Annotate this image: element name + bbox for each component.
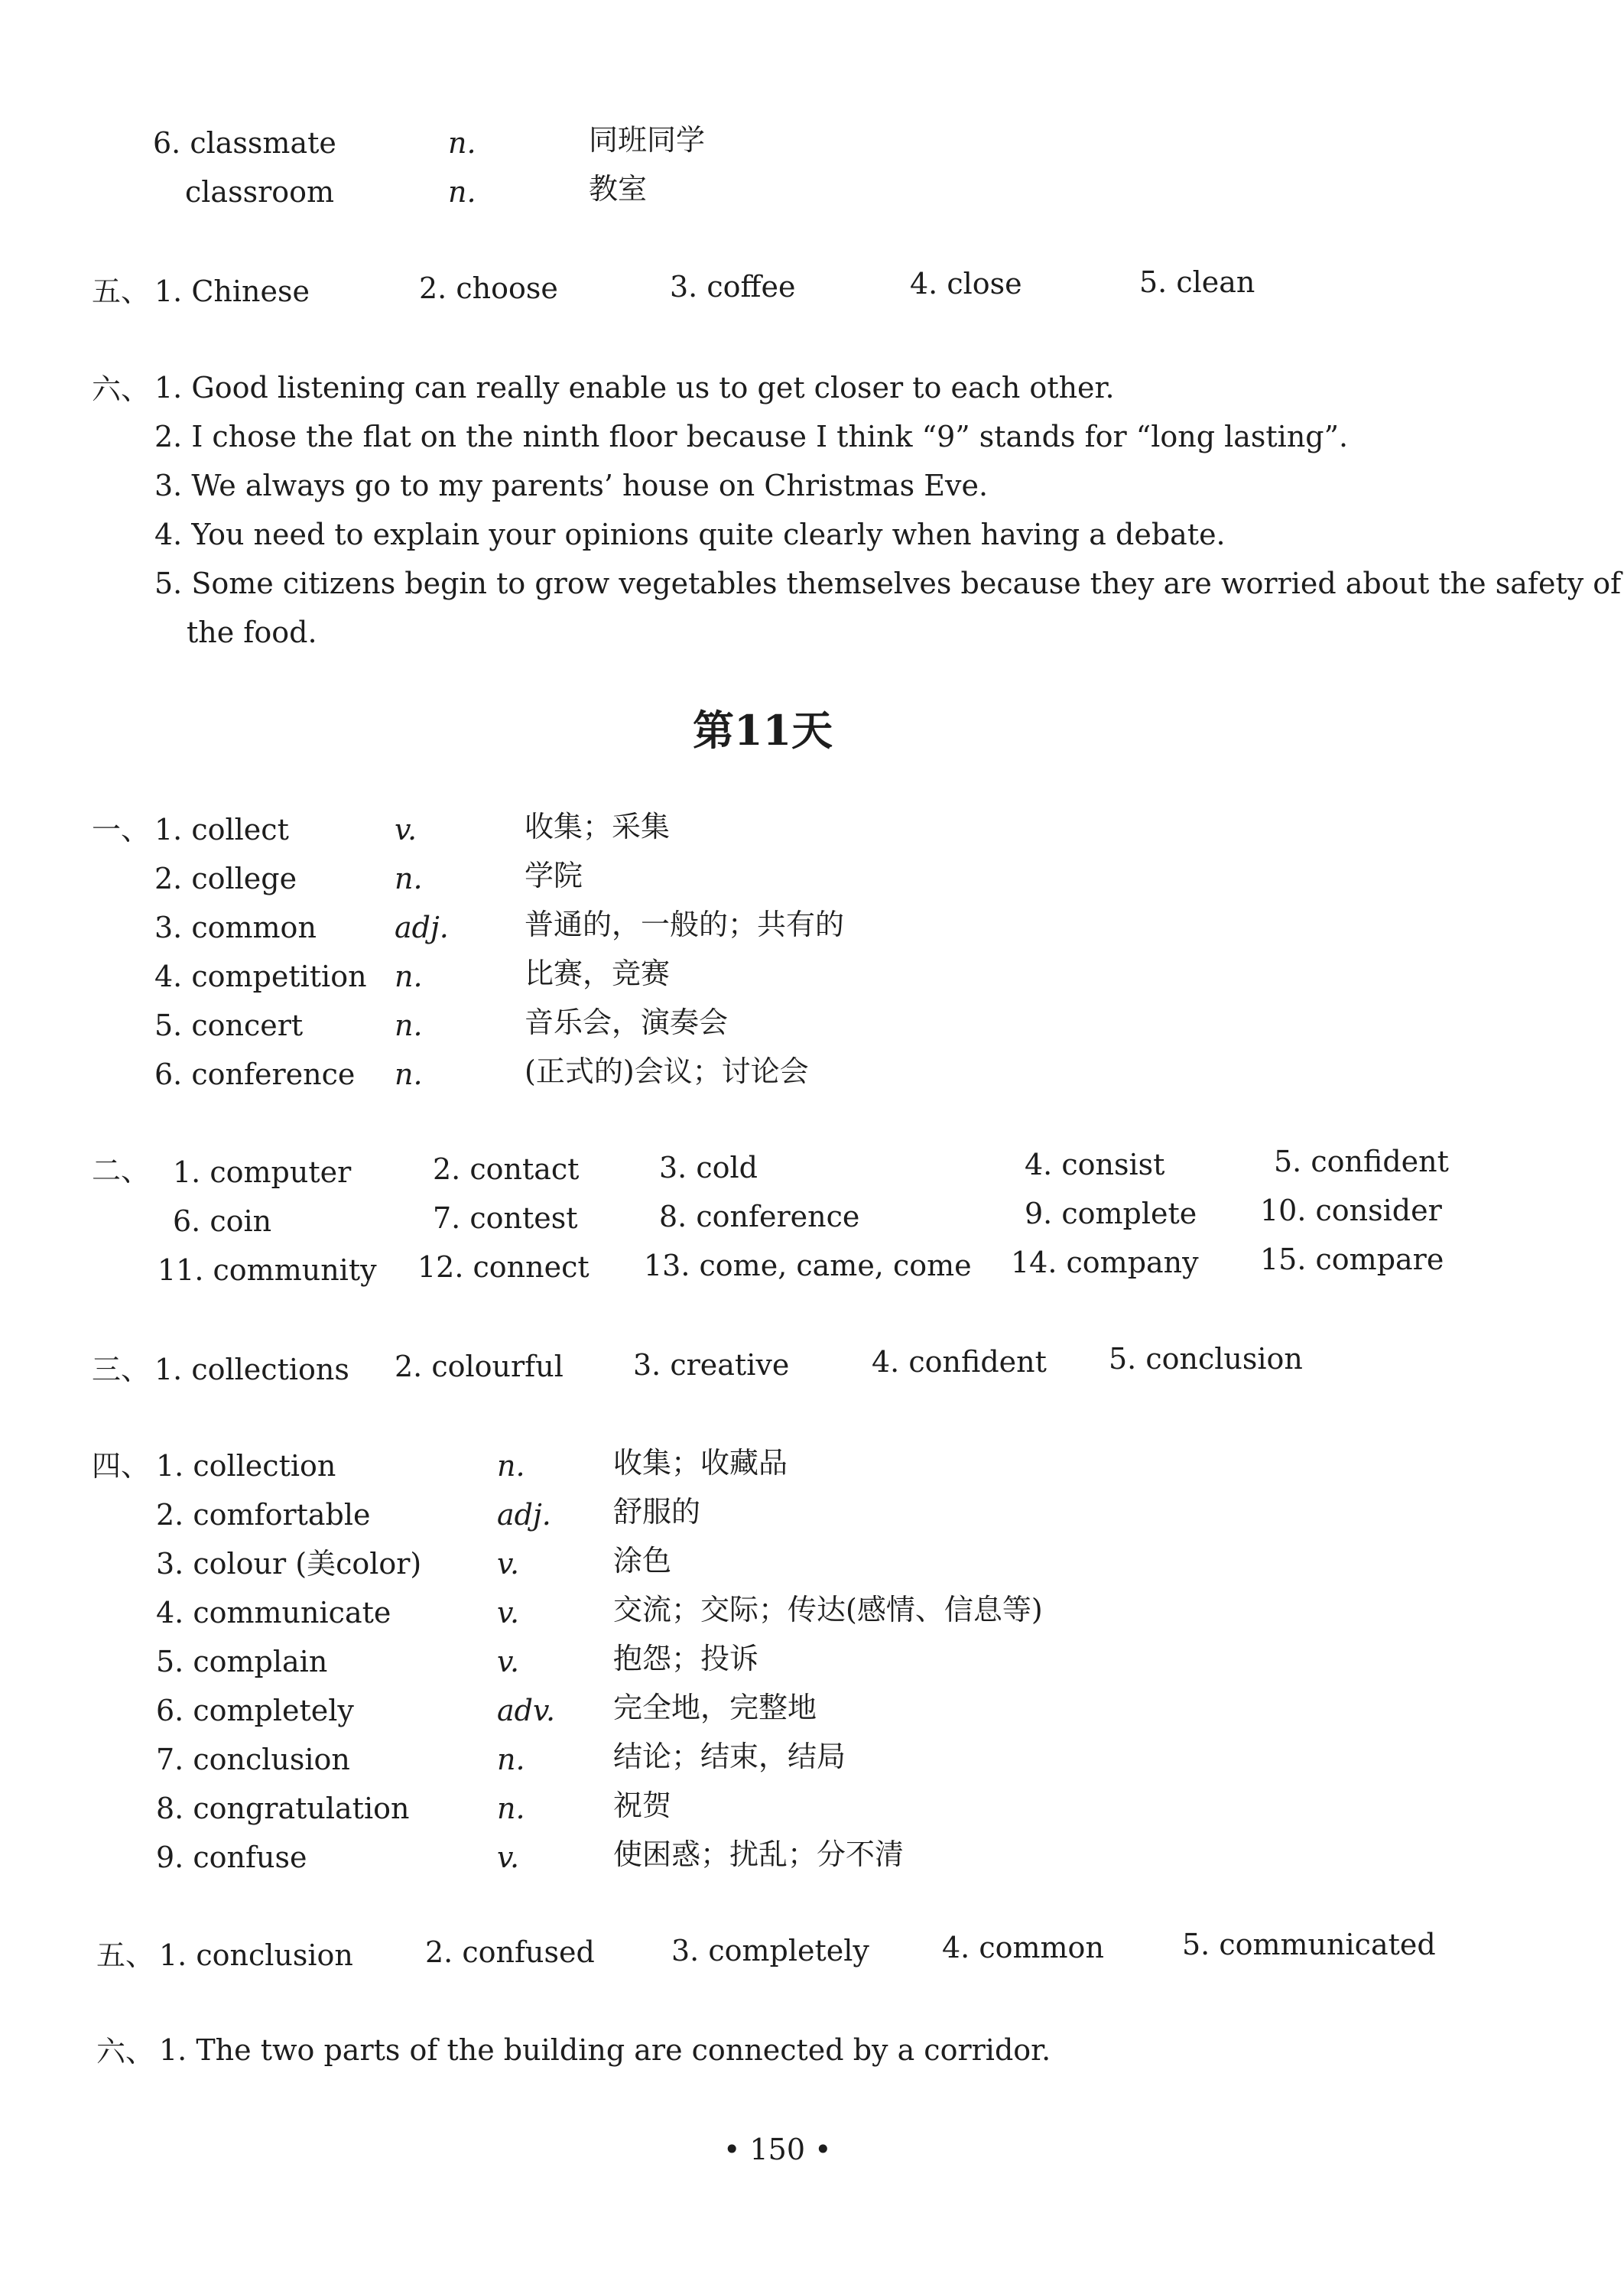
answer-item: 15. compare (1260, 1243, 1444, 1276)
answer-item: 2. colourful (395, 1350, 564, 1383)
section-label-1: 一、 (92, 813, 151, 846)
vocab-word: 3. common (154, 911, 317, 944)
section-label-6: 六、 (96, 2035, 155, 2068)
vocab-pos: v. (497, 1596, 520, 1630)
vocab-pos: adv. (497, 1694, 556, 1727)
sentence: 3. We always go to my parents’ house on Christmas Eve. (154, 469, 989, 502)
answer-item: 3. completely (671, 1934, 869, 1967)
answer-item: 4. common (942, 1931, 1104, 1964)
answer-item: 5. confident (1274, 1145, 1449, 1178)
vocab-pos: n. (448, 175, 476, 209)
vocab-pos: v. (497, 1645, 520, 1678)
answer-item: 6. coin (173, 1204, 272, 1238)
vocab-word: 3. colour (美color) (156, 1547, 422, 1581)
vocab-word: 9. confuse (156, 1841, 307, 1874)
vocab-word: 8. congratulation (156, 1792, 410, 1825)
answer-item: 1. computer (173, 1155, 352, 1189)
vocab-pos: adj. (395, 911, 449, 944)
vocab-word: 2. college (154, 862, 297, 895)
answer-item: 5. communicated (1182, 1928, 1436, 1961)
vocab-word: 5. complain (156, 1645, 328, 1678)
vocab-meaning: 学院 (525, 859, 583, 892)
section-label-4: 四、 (92, 1449, 151, 1483)
answer-item: 3. cold (659, 1151, 758, 1184)
vocab-pos: n. (395, 1009, 423, 1042)
vocab-pos: v. (497, 1547, 520, 1581)
vocab-word: 6. completely (156, 1694, 354, 1727)
vocab-meaning: 祝贺 (613, 1789, 672, 1822)
vocab-meaning: 同班同学 (589, 123, 706, 157)
answer-item: 9. complete (1025, 1197, 1197, 1230)
vocab-meaning: (正式的)会议；讨论会 (525, 1054, 809, 1088)
vocab-meaning: 抱怨；投诉 (613, 1642, 759, 1675)
vocab-meaning: 完全地，完整地 (613, 1691, 817, 1724)
vocab-meaning: 收集；收藏品 (613, 1446, 788, 1480)
vocab-word: 6. classmate (153, 126, 336, 160)
vocab-pos: n. (497, 1449, 525, 1483)
section-label-5: 五、 (92, 275, 151, 308)
sentence: 4. You need to explain your opinions quite clearly when having a debate. (154, 518, 1226, 551)
vocab-word: 2. comfortable (156, 1498, 371, 1532)
vocab-pos: n. (497, 1792, 525, 1825)
vocab-meaning: 舒服的 (613, 1495, 701, 1529)
vocab-meaning: 普通的，一般的；共有的 (525, 908, 845, 941)
section-label-2: 二、 (92, 1154, 151, 1188)
section-label-5: 五、 (96, 1938, 155, 1972)
answer-item: 1. collections (154, 1353, 349, 1386)
vocab-pos: v. (395, 813, 417, 846)
answer-item: 1. conclusion (159, 1938, 353, 1972)
answer-item: 5. conclusion (1109, 1342, 1303, 1376)
sentence: 1. The two parts of the building are connected by a corridor. (159, 2033, 1051, 2067)
answer-item: 12. connect (417, 1250, 590, 1284)
vocab-meaning: 使困惑；扰乱；分不清 (613, 1837, 905, 1871)
answer-item: 13. come, came, come (644, 1249, 972, 1282)
answer-item: 2. choose (419, 271, 558, 305)
answer-item: 3. creative (633, 1348, 790, 1382)
vocab-word: 1. collection (156, 1449, 336, 1483)
vocab-pos: adj. (497, 1498, 551, 1532)
sentence: 2. I chose the flat on the ninth floor because I think “9” stands for “long lasting”. (154, 420, 1349, 453)
page-title: 第11天 (693, 706, 833, 755)
sentence: 1. Good listening can really enable us to get closer to each other. (154, 371, 1115, 405)
vocab-word: classroom (185, 175, 335, 209)
vocab-meaning: 教室 (589, 172, 648, 206)
vocab-meaning: 涂色 (613, 1544, 672, 1578)
vocab-pos: n. (497, 1743, 525, 1776)
vocab-word: 6. conference (154, 1058, 356, 1091)
answer-item: 4. confident (872, 1345, 1047, 1379)
vocab-pos: n. (395, 1058, 423, 1091)
vocab-word: 5. concert (154, 1009, 304, 1042)
sentence: the food. (187, 616, 317, 649)
answer-item: 2. confused (425, 1935, 595, 1969)
vocab-word: 4. competition (154, 960, 367, 993)
section-label-6: 六、 (92, 372, 151, 406)
vocab-meaning: 结论；结束，结局 (613, 1740, 846, 1773)
answer-item: 2. contact (433, 1152, 580, 1186)
answer-item: 4. consist (1025, 1148, 1165, 1181)
vocab-pos: n. (395, 862, 423, 895)
answer-item: 1. Chinese (154, 275, 310, 308)
vocab-pos: n. (395, 960, 423, 993)
page-number: • 150 • (723, 2133, 832, 2166)
answer-item: 7. contest (433, 1201, 578, 1235)
vocab-pos: n. (448, 126, 476, 160)
vocab-pos: v. (497, 1841, 520, 1874)
answer-item: 3. coffee (670, 270, 796, 304)
answer-item: 11. community (158, 1253, 377, 1287)
vocab-word: 7. conclusion (156, 1743, 350, 1776)
answer-item: 4. close (910, 267, 1022, 301)
answer-item: 10. consider (1260, 1194, 1442, 1227)
answer-item: 8. conference (659, 1200, 860, 1233)
vocab-meaning: 音乐会，演奏会 (525, 1006, 729, 1039)
vocab-word: 1. collect (154, 813, 289, 846)
vocab-word: 4. communicate (156, 1596, 391, 1630)
vocab-meaning: 交流；交际；传达(感情、信息等) (613, 1593, 1043, 1626)
vocab-meaning: 比赛，竞赛 (525, 957, 671, 990)
answer-item: 5. clean (1139, 265, 1255, 299)
vocab-meaning: 收集；采集 (525, 810, 671, 843)
answer-item: 14. company (1011, 1246, 1199, 1279)
sentence: 5. Some citizens begin to grow vegetables themselves because they are worried about the safety of (154, 567, 1622, 600)
section-label-3: 三、 (92, 1353, 151, 1386)
